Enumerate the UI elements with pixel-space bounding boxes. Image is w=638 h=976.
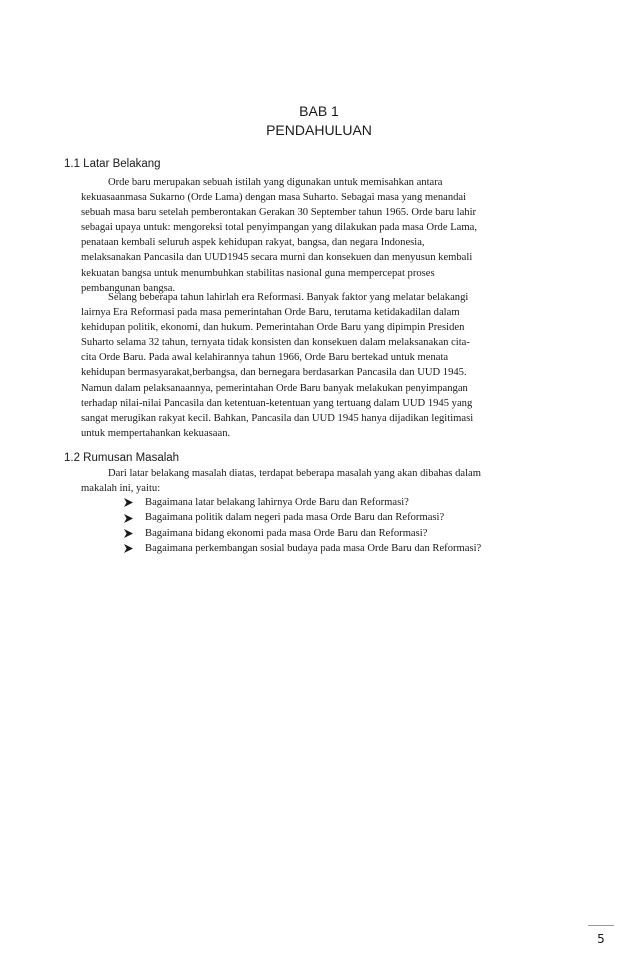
paragraph-rumusan-intro (81, 466, 561, 496)
arrowhead-bullet-icon (123, 543, 134, 554)
paragraph-line: kekuasaanmasa Sukarno (Orde Lama) dengan masa Suharto. Sebagai masa yang menandai (81, 192, 467, 204)
paragraph-line: cita Orde Baru. Pada awal kelahirannya tahun 1966, Orde Baru bertekad untuk menata (81, 352, 449, 364)
paragraph-line: Dari latar belakang masalah diatas, terdapat beberapa masalah yang akan dibahas dalam (108, 468, 481, 479)
paragraph-line: kehidupan politik, ekonomi, dan hukum. Pemerintahan Orde Baru yang dipimpin Presiden (81, 322, 465, 334)
paragraph-line: terhadap nilai-nilai Pancasila dan ketentuan-ketentuan yang tertuang dalam UUD 1945 yang (81, 397, 473, 409)
arrowhead-bullet-icon (123, 513, 134, 524)
paragraph-orde-baru (81, 175, 561, 296)
paragraph-line: kekuatan bangsa untuk menumbuhkan stabilitas nasional guna mempercepat proses (81, 267, 435, 279)
list-item (123, 510, 481, 525)
paragraph-line: sebuah masa baru setelah pemberontakan Gerakan 30 September tahun 1965. Orde baru lahir (81, 207, 477, 219)
list-item (123, 541, 481, 556)
question-text: Bagaimana perkembangan sosial budaya pada masa Orde Baru dan Reformasi? (145, 543, 482, 555)
paragraph-line: kehidupan bermasyarakat,berbangsa, dan bernegara berdasarkan Pancasila dan UUD 1945. (81, 367, 467, 379)
question-text: Bagaimana bidang ekonomi pada masa Orde Baru dan Reformasi? (145, 527, 428, 539)
chapter-title: PENDAHULUAN (266, 122, 372, 138)
paragraph-line: penataan kembali seluruh aspek kehidupan rakyat, bangsa, dan negara Indonesia, (81, 237, 425, 249)
paragraph-line: pembangunan bangsa. (81, 282, 176, 294)
section-heading-latar-belakang: 1.1 Latar Belakang (64, 158, 161, 170)
list-item (123, 526, 481, 541)
paragraph-line: melaksanakan Pancasila dan UUD1945 secara murni dan konsekuen dan menyusun kembali (81, 252, 473, 264)
paragraph-line: untuk mempertahankan kekuasaan. (81, 427, 231, 439)
chapter-number: BAB 1 (299, 103, 339, 119)
paragraph-line: sangat merugikan rakyat kecil. Bahkan, Pancasila dan UUD 1945 hanya dijadikan legitimasi (81, 412, 474, 424)
question-text: Bagaimana latar belakang lahirnya Orde Baru dan Reformasi? (145, 497, 409, 508)
paragraph-reformasi (81, 290, 561, 441)
arrowhead-bullet-icon (123, 528, 134, 539)
page-number: 5 (588, 925, 614, 952)
question-text: Bagaimana politik dalam negeri pada masa Orde Baru dan Reformasi? (145, 512, 445, 524)
paragraph-line: lairnya Era Reformasi pada masa pemerintahan Orde Baru, terutama ketidakadilan dalam (81, 307, 460, 319)
list-item (123, 495, 481, 510)
paragraph-line: sebagai upaya untuk: mengoreksi total penyimpangan yang dilakukan pada masa Orde Lama, (81, 222, 477, 234)
paragraph-line: Orde baru merupakan sebuah istilah yang digunakan untuk memisahkan antara (108, 177, 443, 188)
section-heading-rumusan-masalah: 1.2 Rumusan Masalah (64, 452, 180, 464)
paragraph-line: Namun dalam pelaksanaannya, pemerintahan Orde Baru banyak melakukan penyimpangan (81, 382, 468, 394)
paragraph-line: Selang beberapa tahun lahirlah era Reformasi. Banyak faktor yang melatar belakangi (108, 292, 469, 303)
paragraph-line: makalah ini, yaitu: (81, 483, 161, 495)
question-list (123, 495, 481, 557)
arrowhead-bullet-icon (123, 497, 134, 508)
paragraph-line: Suharto selama 32 tahun, ternyata tidak konsisten dan konsekuen dalam melaksanakan cita- (81, 337, 470, 349)
